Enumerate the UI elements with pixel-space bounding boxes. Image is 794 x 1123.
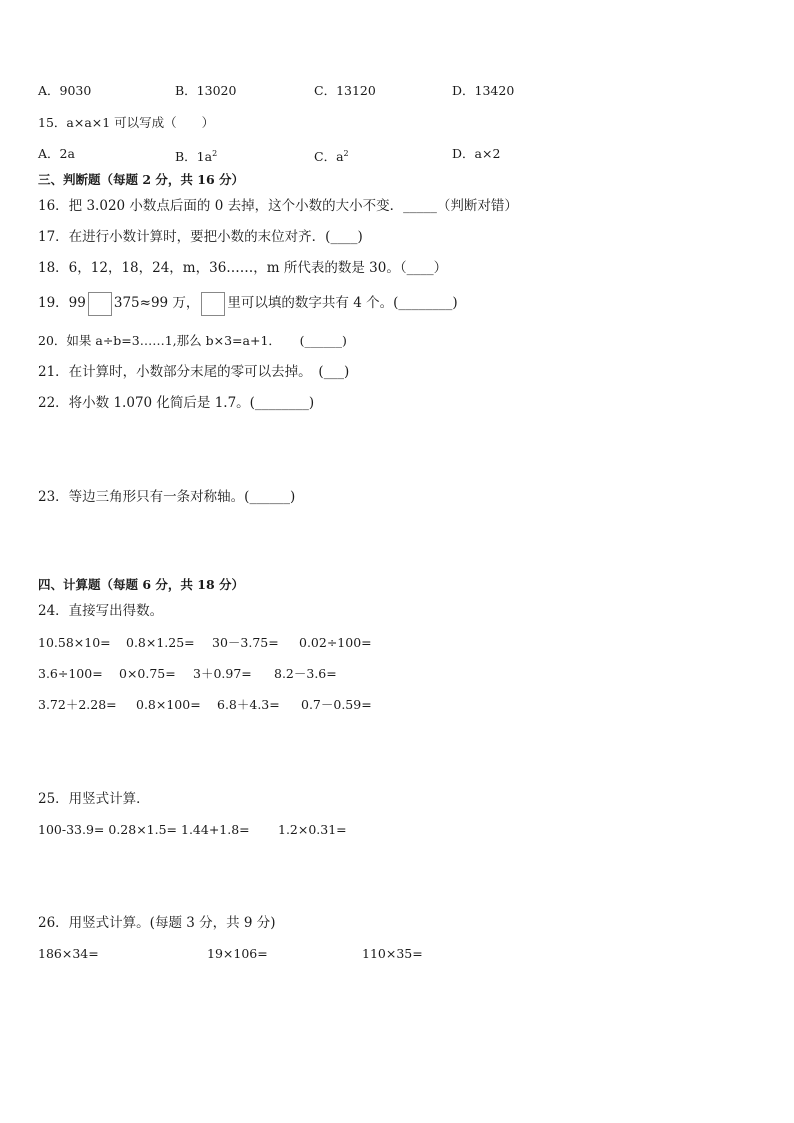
q15-option-b-text: B．1a (175, 149, 213, 165)
q24-row2-item1: 3.6÷100= (38, 666, 103, 681)
q24-row3-item1: 3.72＋2.28= (38, 697, 117, 712)
q19-part3: 里可以填的数字共有 4 个。(________) (227, 295, 458, 311)
q14-option-c: C．13120 (314, 83, 376, 98)
q21: 21．在计算时，小数部分末尾的零可以去掉。 (___) (38, 364, 350, 380)
q15-option-d: D．a×2 (452, 146, 501, 161)
q15-option-b-exponent: 2 (212, 149, 218, 158)
q24-row3-item2: 0.8×100= (136, 697, 201, 712)
q24-row1-item2: 0.8×1.25= (126, 635, 195, 650)
q24-row3-item3: 6.8＋4.3= (217, 697, 280, 712)
q19-blank-box-2 (201, 292, 225, 316)
q26-item3: 110×35= (362, 946, 423, 961)
q19 (38, 290, 458, 316)
q20: 20．如果 a÷b=3……1,那么 b×3=a+1． (______) (38, 333, 347, 348)
q24-row1-item1: 10.58×10= (38, 635, 111, 650)
q25-items: 100-33.9= 0.28×1.5= 1.44+1.8= (38, 822, 250, 837)
q15-option-c-exponent: 2 (343, 149, 349, 158)
q25-stem: 25．用竖式计算． (38, 791, 150, 807)
q26-item1: 186×34= (38, 946, 99, 961)
q23: 23．等边三角形只有一条对称轴。(______) (38, 489, 296, 505)
q24-row2-item4: 8.2－3.6= (274, 666, 337, 681)
q15-stem: 15．a×a×1 可以写成（ ） (38, 115, 215, 130)
q25-item-last: 1.2×0.31= (278, 822, 347, 837)
q19-part1: 19．99 (38, 295, 86, 311)
q19-part2: 375≈99 万， (113, 295, 200, 311)
q15-option-c (314, 146, 349, 165)
q15-option-c-text: C．a (314, 149, 344, 165)
q14-option-a: A．9030 (38, 83, 92, 98)
q14-option-d: D．13420 (452, 83, 515, 98)
q19-blank-box-1 (88, 292, 112, 316)
q24-stem: 24．直接写出得数。 (38, 603, 164, 619)
section3-title: 三、判断题（每题 2 分，共 16 分） (38, 172, 245, 187)
q24-row1-item4: 0.02÷100= (299, 635, 372, 650)
q24-row2-item3: 3＋0.97= (193, 666, 252, 681)
q15-option-b (175, 146, 217, 165)
q15-option-a: A．2a (38, 146, 75, 161)
q24-row1-item3: 30－3.75= (212, 635, 279, 650)
q17: 17．在进行小数计算时，要把小数的末位对齐．(____) (38, 229, 363, 245)
q22: 22．将小数 1.070 化简后是 1.7。(________) (38, 395, 315, 411)
q24-row3-item4: 0.7－0.59= (301, 697, 372, 712)
q18: 18．6，12，18，24，m，36……，m 所代表的数是 30。（____） (38, 260, 448, 276)
q26-stem: 26．用竖式计算。(每题 3 分，共 9 分) (38, 915, 276, 931)
q14-option-b: B．13020 (175, 83, 237, 98)
section4-title: 四、计算题（每题 6 分，共 18 分） (38, 577, 245, 592)
q26-item2: 19×106= (207, 946, 268, 961)
q16: 16．把 3.020 小数点后面的 0 去掉，这个小数的大小不变．_____（判断对错） (38, 198, 518, 214)
q24-row2-item2: 0×0.75= (119, 666, 176, 681)
